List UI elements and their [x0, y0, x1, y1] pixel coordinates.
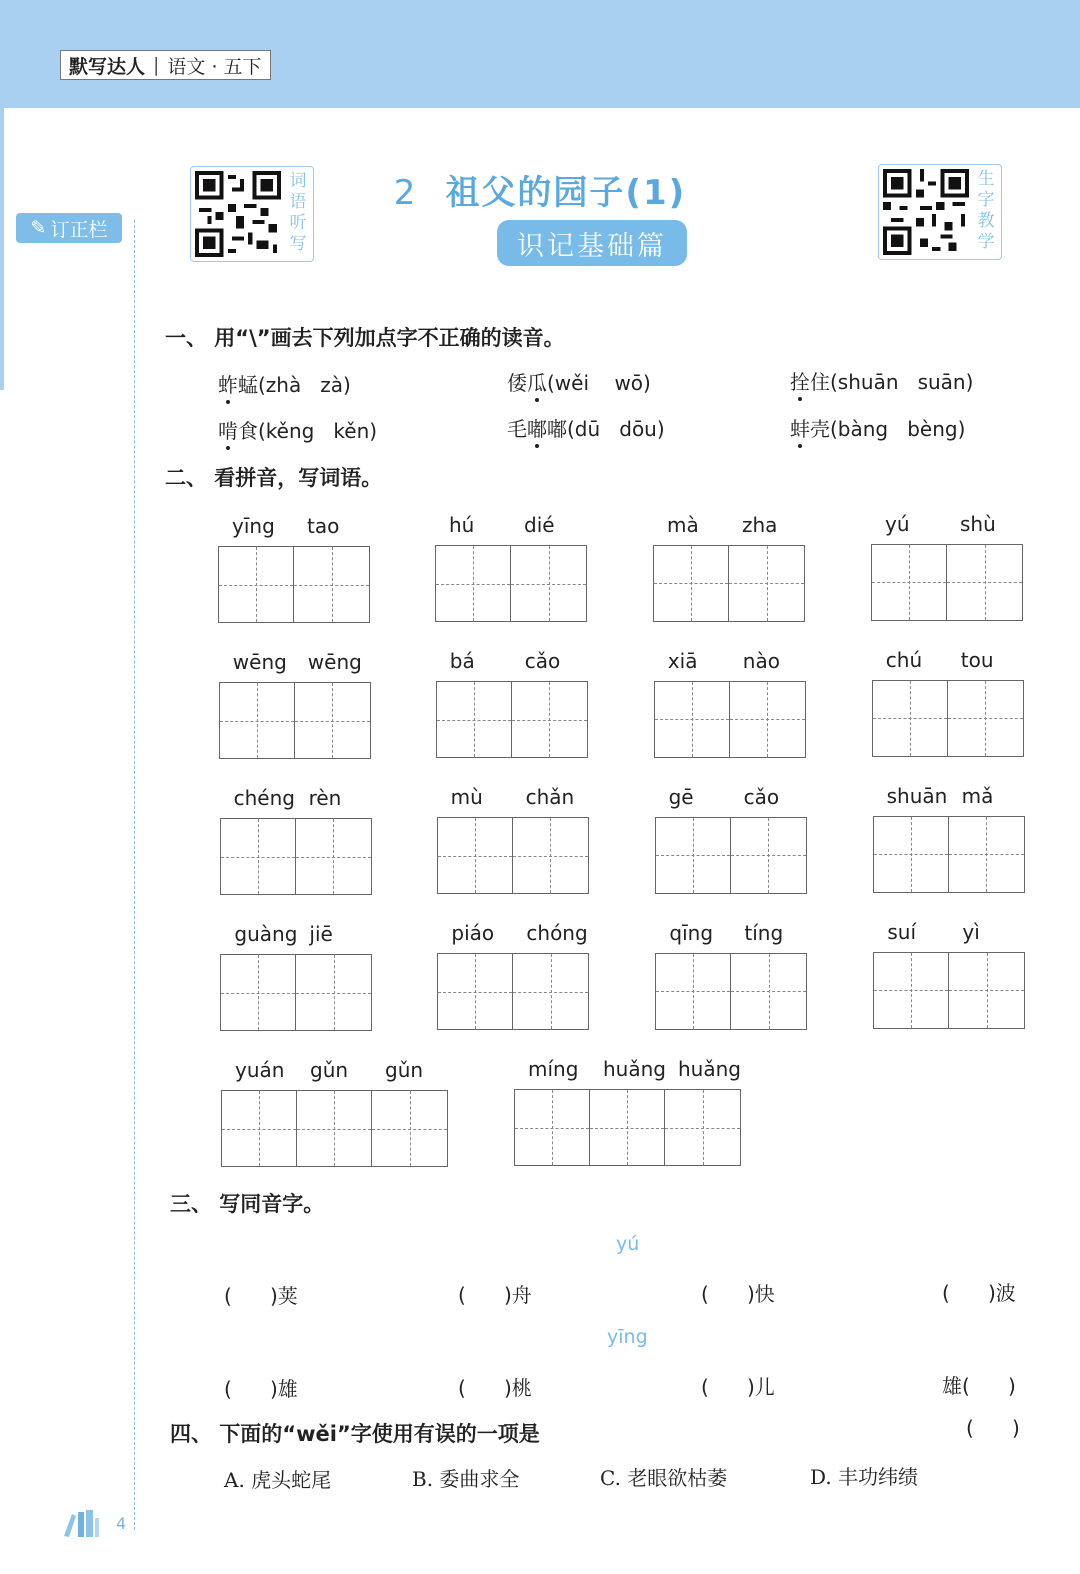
writing-cell[interactable] [436, 546, 511, 621]
pinyin-syllable: huǎng [678, 1057, 741, 1081]
pinyin-syllable: tíng [744, 920, 784, 945]
writing-cell[interactable] [296, 955, 371, 1030]
pinyin-hint: yú [616, 1233, 640, 1255]
writing-cell[interactable] [511, 546, 586, 621]
pinyin-syllable: bá [449, 649, 475, 674]
pinyin-syllable: tou [960, 647, 994, 672]
pronunciation-item: 拴住(shuān suān) [790, 366, 973, 395]
pencil-icon: ✎ [30, 217, 47, 239]
correction-divider [134, 220, 135, 1530]
option-b[interactable]: B. 委曲求全 [412, 1467, 520, 1491]
writing-cell[interactable] [730, 682, 805, 757]
word-writing-box[interactable] [873, 816, 1025, 893]
pinyin-syllable: wēng [232, 650, 287, 674]
homophone-blank[interactable]: ( )桃 [458, 1376, 532, 1400]
pinyin-syllable: qīng [669, 920, 714, 945]
pronunciation-item: 蚌壳(bàng bèng) [790, 413, 965, 442]
writing-cell[interactable] [515, 1090, 590, 1165]
pinyin-syllable: tao [307, 514, 340, 538]
word-writing-box[interactable] [219, 682, 371, 759]
writing-cell[interactable] [949, 953, 1024, 1028]
word-writing-box[interactable] [220, 818, 372, 895]
books-icon [62, 1508, 102, 1538]
writing-cell[interactable] [219, 547, 294, 622]
pinyin-syllable: shù [960, 511, 996, 536]
writing-cell[interactable] [437, 682, 512, 757]
word-writing-box[interactable] [218, 546, 370, 623]
lesson-number: 2 [393, 173, 418, 213]
writing-cell[interactable] [295, 683, 370, 758]
correction-column-label: ✎ 订正栏 [16, 213, 122, 243]
pinyin-syllable: míng [528, 1057, 579, 1081]
lesson-badge: 识记基础篇 [497, 220, 687, 266]
pinyin-syllable: wēng [307, 650, 362, 674]
pinyin-syllable: zha [742, 512, 778, 537]
pinyin-syllable: mǎ [961, 783, 994, 808]
option-a[interactable]: A. 虎头蛇尾 [224, 1468, 332, 1492]
pinyin-syllable: gē [668, 784, 694, 809]
word-writing-box[interactable] [871, 544, 1023, 621]
header-band [0, 0, 1080, 108]
writing-cell[interactable] [656, 954, 731, 1029]
pinyin-syllable: gǔn [310, 1058, 349, 1082]
writing-cell[interactable] [947, 545, 1022, 620]
word-writing-box[interactable] [654, 681, 806, 758]
homophone-blank[interactable]: ( )荚 [224, 1284, 298, 1308]
homophone-blank[interactable]: ( )波 [942, 1281, 1016, 1305]
lesson-title [0, 165, 1080, 214]
word-writing-box[interactable] [437, 817, 589, 894]
writing-cell[interactable] [512, 682, 587, 757]
pinyin-syllable: yuán [235, 1058, 285, 1082]
answer-blank[interactable]: ( ) [966, 1416, 1020, 1440]
book-tag [60, 50, 271, 80]
homophone-blank[interactable]: 雄( ) [942, 1374, 1016, 1398]
writing-cell[interactable] [222, 1091, 297, 1166]
pinyin-syllable: chǎn [525, 785, 575, 810]
writing-cell[interactable] [296, 819, 371, 894]
qr-caption: 生 字 教 学 [977, 169, 995, 252]
word-writing-box[interactable] [655, 953, 807, 1030]
writing-cell[interactable] [221, 955, 296, 1030]
pronunciation-item: 蚱蜢(zhà zà) [218, 369, 351, 398]
section1-heading: 一、 用“\”画去下列加点字不正确的读音。 [165, 326, 565, 350]
writing-cell[interactable] [665, 1090, 740, 1165]
writing-cell[interactable] [513, 954, 588, 1029]
pinyin-syllable: huǎng [603, 1057, 666, 1081]
pinyin-syllable: nào [742, 648, 780, 673]
homophone-blank[interactable]: ( )快 [701, 1282, 775, 1306]
pinyin-syllable: yú [885, 511, 910, 536]
section3-heading: 三、 写同音字。 [170, 1192, 325, 1216]
writing-cell[interactable] [590, 1090, 665, 1165]
lesson-name: 祖父的园子(1) [445, 173, 687, 213]
section4-heading: 四、 下面的“wěi”字使用有误的一项是 [170, 1422, 540, 1446]
pinyin-syllable: guàng [234, 922, 298, 946]
word-writing-box[interactable] [655, 817, 807, 894]
writing-cell[interactable] [513, 818, 588, 893]
writing-cell[interactable] [372, 1091, 447, 1166]
writing-cell[interactable] [731, 818, 806, 893]
word-writing-box[interactable] [873, 952, 1025, 1029]
word-writing-box[interactable] [872, 680, 1024, 757]
writing-cell[interactable] [220, 683, 295, 758]
word-writing-box[interactable] [653, 545, 805, 622]
pinyin-syllable: yì [962, 919, 980, 944]
option-c[interactable]: C. 老眼欲枯萎 [600, 1466, 728, 1490]
writing-cell[interactable] [656, 818, 731, 893]
pronunciation-item: 倭瓜(wěi wō) [507, 367, 651, 396]
pinyin-syllable: chóng [526, 921, 588, 946]
writing-cell[interactable] [874, 817, 949, 892]
page-number: 4 [116, 1514, 127, 1533]
word-writing-box[interactable] [221, 1090, 448, 1167]
writing-cell[interactable] [655, 682, 730, 757]
writing-cell[interactable] [948, 681, 1023, 756]
option-d[interactable]: D. 丰功纬绩 [810, 1465, 919, 1489]
pinyin-syllable: hú [449, 513, 475, 538]
writing-cell[interactable] [873, 681, 948, 756]
left-edge-band [0, 108, 4, 390]
writing-cell[interactable] [438, 954, 513, 1029]
homophone-blank[interactable]: ( )雄 [224, 1377, 298, 1401]
pinyin-syllable: cǎo [743, 784, 780, 809]
writing-cell[interactable] [654, 546, 729, 621]
writing-cell[interactable] [221, 819, 296, 894]
pinyin-syllable: yīng [232, 514, 275, 538]
pinyin-syllable: mù [450, 785, 483, 810]
tag-divider: | [153, 54, 160, 76]
writing-cell[interactable] [297, 1091, 372, 1166]
writing-cell[interactable] [874, 953, 949, 1028]
brand-label: 默写达人 [69, 55, 146, 78]
pinyin-syllable: jiē [309, 922, 333, 946]
pinyin-syllable: gǔn [385, 1058, 424, 1082]
writing-cell[interactable] [949, 817, 1024, 892]
pinyin-syllable: cǎo [524, 649, 561, 674]
word-writing-box[interactable] [437, 953, 589, 1030]
pinyin-hint: yīng [607, 1326, 648, 1348]
homophone-blank[interactable]: ( )舟 [458, 1283, 532, 1307]
word-writing-box[interactable] [436, 681, 588, 758]
pinyin-syllable: rèn [308, 786, 342, 810]
pinyin-syllable: piáo [451, 921, 495, 946]
word-writing-box[interactable] [220, 954, 372, 1031]
writing-cell[interactable] [731, 954, 806, 1029]
qr-caption: 词 语 听 写 [289, 171, 307, 254]
word-writing-box[interactable] [435, 545, 587, 622]
subject-label: 语文 · 五下 [167, 55, 262, 78]
writing-cell[interactable] [438, 818, 513, 893]
section2-heading: 二、 看拼音，写词语。 [165, 466, 383, 490]
writing-cell[interactable] [872, 545, 947, 620]
pinyin-syllable: dié [524, 513, 555, 538]
homophone-blank[interactable]: ( )儿 [701, 1375, 775, 1399]
pinyin-syllable: xiā [667, 648, 698, 673]
word-writing-box[interactable] [514, 1089, 741, 1166]
pinyin-syllable: mà [667, 512, 699, 537]
pinyin-syllable: chéng [233, 786, 295, 810]
pronunciation-item: 啃食(kěng kěn) [218, 415, 377, 444]
pinyin-syllable: shuān [886, 783, 948, 808]
pinyin-syllable: chú [885, 647, 923, 672]
pinyin-syllable: suí [887, 919, 917, 944]
writing-cell[interactable] [294, 547, 369, 622]
writing-cell[interactable] [729, 546, 804, 621]
pronunciation-item: 毛嘟嘟(dū dōu) [507, 413, 665, 442]
